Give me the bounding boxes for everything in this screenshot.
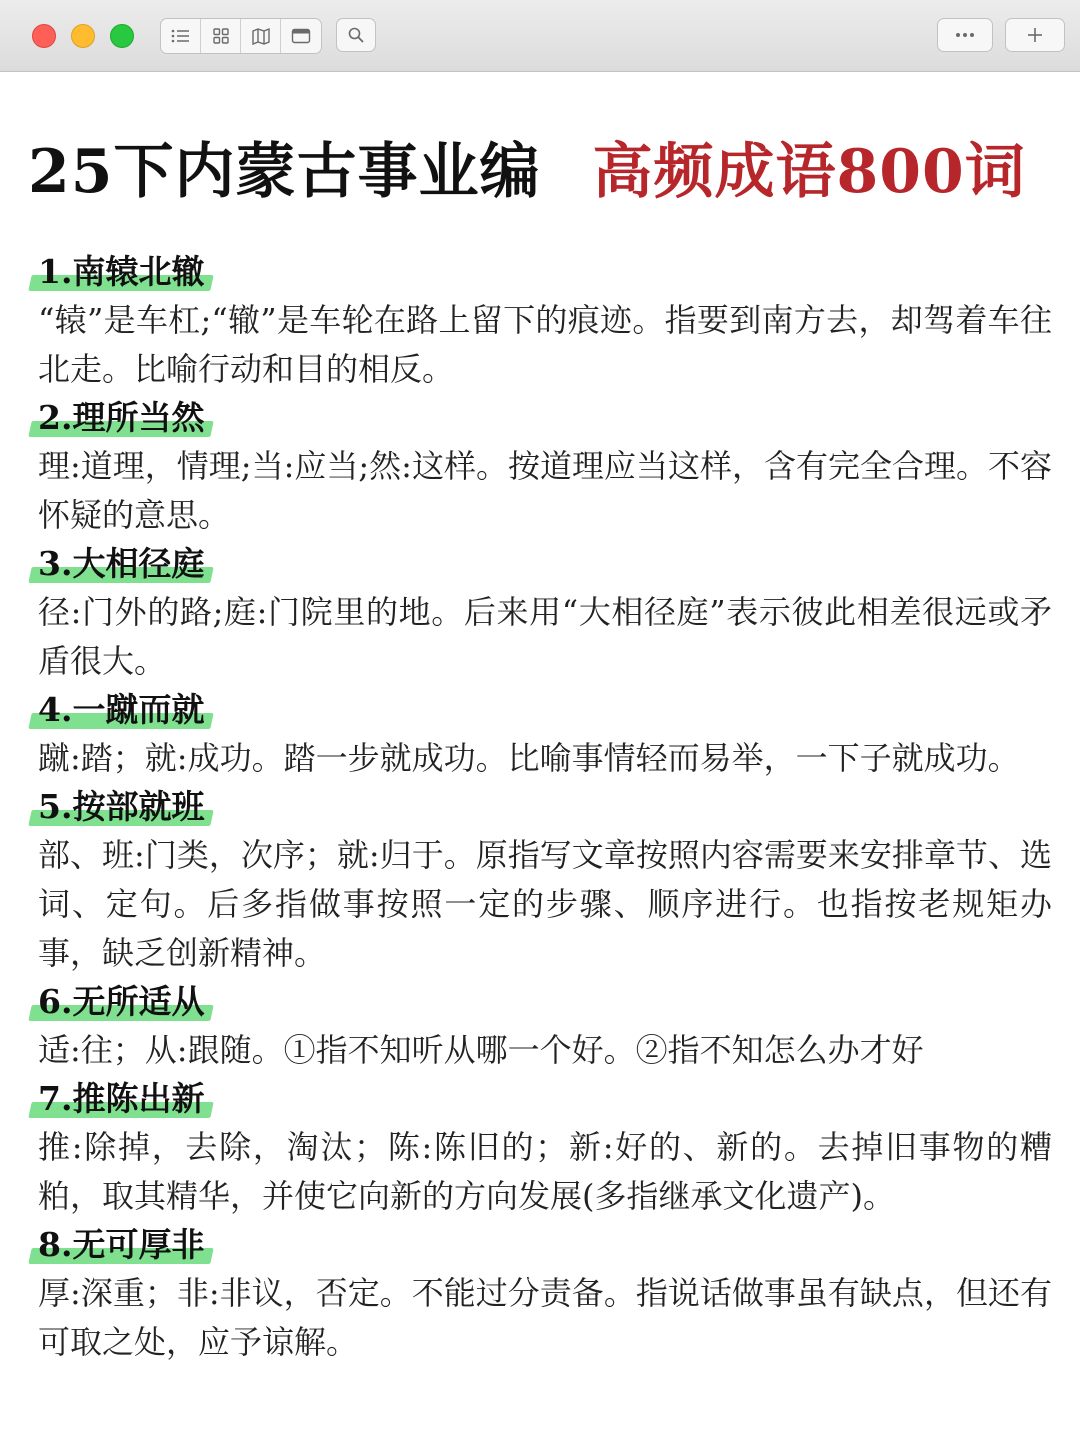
idiom-definition: 适:往；从:跟随。①指不知听从哪一个好。②指不知怎么办才好	[38, 1031, 924, 1069]
idiom-definition: 径:门外的路;庭:门院里的地。后来用“大相径庭”表示彼此相差很远或矛盾很大。	[38, 593, 1052, 680]
idiom-definition: 推:除掉，去除，淘汰；陈:陈旧的；新:好的、新的。去掉旧事物的糟粕，取其精华，并使它向新的方向发展(多指继承文化遗产)。	[38, 1128, 1052, 1215]
idiom-definition: 厚:深重；非:非议，否定。不能过分责备。指说话做事虽有缺点，但还有可取之处，应予谅解。	[38, 1274, 1052, 1361]
idiom-heading: 7.推陈出新	[30, 1075, 212, 1123]
idiom-definition: 蹴:踏；就:成功。踏一步就成功。比喻事情轻而易举，一下子就成功。	[38, 739, 1020, 777]
idiom-entry	[0, 978, 1080, 1075]
sidebar-icon	[291, 28, 311, 44]
zoom-window-button[interactable]	[110, 24, 134, 48]
idiom-heading: 1.南辕北辙	[30, 248, 212, 296]
more-icon	[955, 32, 975, 38]
grid-icon	[212, 27, 230, 45]
search-button[interactable]	[336, 18, 376, 52]
page-title: 25下内蒙古事业编	[28, 137, 541, 207]
map-view-button[interactable]	[241, 19, 281, 53]
idiom-heading: 3.大相径庭	[30, 540, 212, 588]
list-view-button[interactable]	[161, 19, 201, 53]
more-options-button[interactable]	[937, 18, 993, 52]
idiom-heading: 6.无所适从	[30, 978, 212, 1026]
view-mode-segmented-control	[160, 18, 322, 54]
idiom-entry	[0, 1221, 1080, 1367]
grid-view-button[interactable]	[201, 19, 241, 53]
idiom-definition: “辕”是车杠;“辙”是车轮在路上留下的痕迹。指要到南方去，却驾着车往北走。比喻行动和目的相反。	[38, 301, 1052, 388]
idiom-entry	[0, 783, 1080, 978]
close-window-button[interactable]	[32, 24, 56, 48]
idiom-heading: 2.理所当然	[30, 394, 212, 442]
add-button[interactable]	[1005, 18, 1065, 52]
idiom-definition: 部、班:门类，次序；就:归于。原指写文章按照内容需要来安排章节、选词、定句。后多指做事按照一定的步骤、顺序进行。也指按老规矩办事，缺乏创新精神。	[38, 836, 1052, 972]
idiom-entry	[0, 248, 1080, 394]
window-titlebar	[0, 0, 1080, 72]
idiom-heading: 8.无可厚非	[30, 1221, 212, 1269]
list-icon	[171, 28, 191, 44]
idiom-definition: 理:道理，情理;当:应当;然:这样。按道理应当这样，含有完全合理。不容怀疑的意思。	[38, 447, 1052, 534]
idiom-list	[0, 248, 1080, 1367]
plus-icon	[1026, 26, 1044, 44]
search-icon	[347, 26, 365, 44]
idiom-heading: 5.按部就班	[30, 783, 212, 831]
map-icon	[251, 27, 271, 45]
page-title-accent: 高频成语800词	[592, 137, 1026, 207]
minimize-window-button[interactable]	[71, 24, 95, 48]
page-header	[28, 124, 1058, 210]
idiom-entry	[0, 686, 1080, 783]
idiom-entry	[0, 1075, 1080, 1221]
idiom-entry	[0, 394, 1080, 540]
sidebar-view-button[interactable]	[281, 19, 321, 53]
idiom-entry	[0, 540, 1080, 686]
idiom-heading: 4.一蹴而就	[30, 686, 212, 734]
